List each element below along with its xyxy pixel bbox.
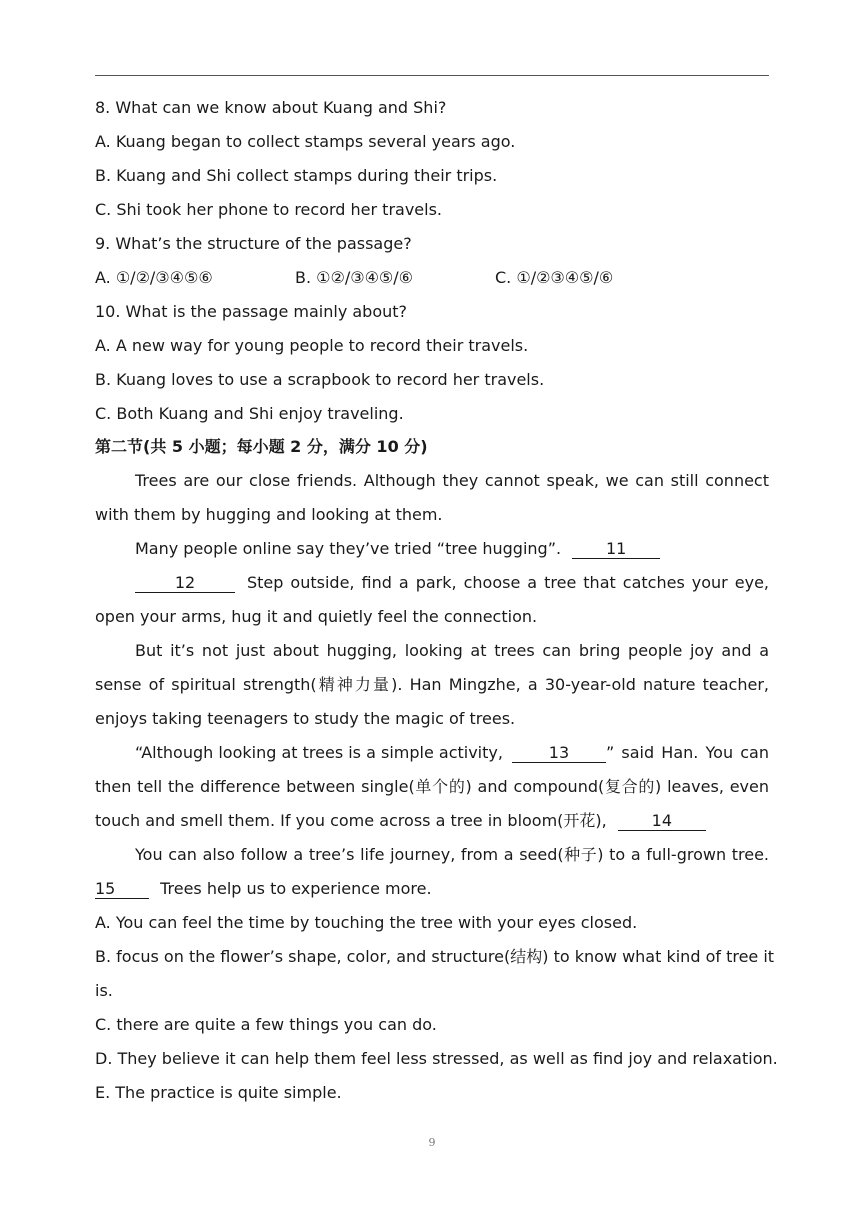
option-c: C. there are quite a few things you can do. xyxy=(95,1015,437,1034)
passage-p4-line1 xyxy=(135,743,769,763)
passage-p1-line1: Trees are our close friends. Although they cannot speak, we can still connect xyxy=(135,471,769,490)
option-e: E. The practice is quite simple. xyxy=(95,1083,342,1102)
header-rule xyxy=(95,75,769,76)
passage-p4-line2: then tell the difference between single(单个的) and compound(复合的) leaves, even xyxy=(95,777,769,796)
q9-question: 9. What’s the structure of the passage? xyxy=(95,234,412,253)
q8-option-a: A. Kuang began to collect stamps several years ago. xyxy=(95,132,516,151)
passage-p4-text-b: ” said Han. You can xyxy=(605,743,769,762)
passage-p4-text-a: “Although looking at trees is a simple activity, xyxy=(135,743,503,762)
passage-p1-line2: with them by hugging and looking at them. xyxy=(95,505,443,524)
q9-option-c: C. ①/②③④⑤/⑥ xyxy=(495,268,614,287)
q8-question: 8. What can we know about Kuang and Shi? xyxy=(95,98,447,117)
passage-p2-line2: Step outside, find a park, choose a tree that catches your eye, xyxy=(247,573,769,592)
q9-option-b: B. ①②/③④⑤/⑥ xyxy=(295,268,413,287)
passage-p2-line2-wrap xyxy=(135,573,769,593)
option-d: D. They believe it can help them feel less stressed, as well as find joy and relaxation. xyxy=(95,1049,778,1068)
passage-p5-text: Trees help us to experience more. xyxy=(160,879,432,898)
section-heading: 第二节(共 5 小题；每小题 2 分，满分 10 分) xyxy=(95,437,428,456)
blank-14: 14 xyxy=(618,811,706,831)
q10-option-b: B. Kuang loves to use a scrapbook to record her travels. xyxy=(95,370,545,389)
option-a: A. You can feel the time by touching the tree with your eyes closed. xyxy=(95,913,638,932)
option-b-line2: is. xyxy=(95,981,113,1000)
q9-options xyxy=(95,268,613,288)
page-number: 9 xyxy=(428,1136,436,1149)
blank-12: 12 xyxy=(135,573,235,593)
passage-p2-line3: open your arms, hug it and quietly feel the connection. xyxy=(95,607,538,626)
passage-p2-line1 xyxy=(135,539,660,559)
passage-p3-line3: enjoys taking teenagers to study the magic of trees. xyxy=(95,709,516,728)
q10-question: 10. What is the passage mainly about? xyxy=(95,302,408,321)
blank-11: 11 xyxy=(572,539,660,559)
q10-option-a: A. A new way for young people to record their travels. xyxy=(95,336,529,355)
passage-p3-line1: But it’s not just about hugging, looking at trees can bring people joy and a xyxy=(135,641,769,660)
blank-13: 13 xyxy=(512,743,606,763)
option-b-line1: B. focus on the flower’s shape, color, and structure(结构) to know what kind of tree it xyxy=(95,947,775,966)
q8-option-c: C. Shi took her phone to record her travels. xyxy=(95,200,443,219)
blank-15: 15 xyxy=(95,879,149,899)
q10-option-c: C. Both Kuang and Shi enjoy traveling. xyxy=(95,404,404,423)
passage-p4-text-c: touch and smell them. If you come across a tree in bloom(开花), xyxy=(95,811,607,830)
q8-option-b: B. Kuang and Shi collect stamps during their trips. xyxy=(95,166,498,185)
passage-p5-line1: You can also follow a tree’s life journey, from a seed(种子) to a full-grown tree. xyxy=(135,845,769,864)
passage-p5-line2 xyxy=(95,879,432,899)
passage-p3-line2: sense of spiritual strength(精神力量). Han Mingzhe, a 30-year-old nature teacher, xyxy=(95,675,769,694)
q9-option-a: A. ①/②/③④⑤⑥ xyxy=(95,268,213,287)
passage-p4-line3 xyxy=(95,811,706,831)
passage-p2-text: Many people online say they’ve tried “tree hugging”. xyxy=(135,539,562,558)
